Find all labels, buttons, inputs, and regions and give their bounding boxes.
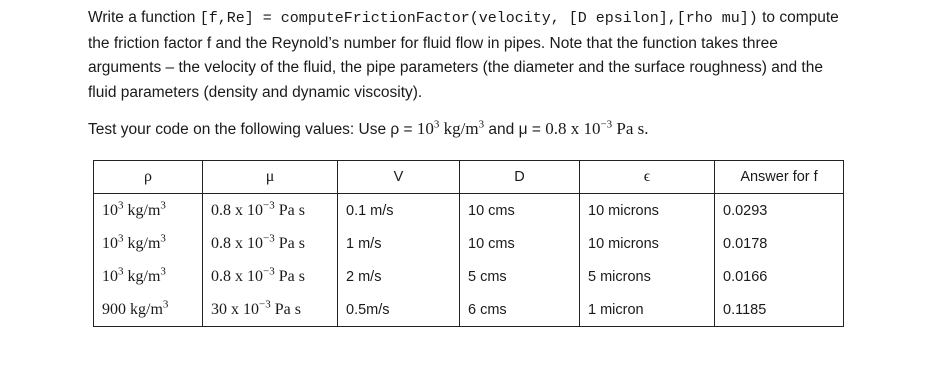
cell-rho: $10^3$ $kg/m^3$ [94,227,203,260]
cell-mu: 30 x $10^{-3}$ Pa s [203,293,338,327]
cell-mu: 0.8 x $10^{-3}$ Pa s [203,194,338,228]
header-epsilon: ϵ [580,161,715,194]
test-prefix: Test your code on the following values: Use ρ = [88,121,413,138]
and-mu: and μ = [488,121,541,138]
table-header-row [94,161,844,194]
intro-rest: to compute the friction factor f and the Reynold’s number for fluid flow in pipes. Note that the function takes three arguments – the velocity of the fluid, the pipe parameters (the diameter and the surface roughness) and the fluid parameters (density and dynamic viscosity). [88,9,839,101]
intro-write: Write a function [88,9,200,26]
function-signature: [f,Re] = computeFrictionFactor(velocity, [D epsilon],[rho mu]) [199,10,758,27]
mu-value: 0.8 x $10^{-3}$ Pa s. [545,118,649,138]
cell-answer: 0.1185 [715,293,844,327]
cell-velocity: 1 m/s [338,227,460,260]
cell-diameter: 6 cms [460,293,580,327]
test-instruction [88,117,888,142]
cell-diameter: 10 cms [460,194,580,228]
cell-velocity: 0.5m/s [338,293,460,327]
cell-mu: 0.8 x $10^{-3}$ Pa s [203,227,338,260]
table-row [94,194,844,228]
header-velocity: V [338,161,460,194]
cell-mu: 0.8 x $10^{-3}$ Pa s [203,260,338,293]
table-row [94,293,844,327]
header-rho: ρ [94,161,203,194]
cell-epsilon: 1 micron [580,293,715,327]
problem-statement [88,6,848,105]
header-answer: Answer for f [715,161,844,194]
table-row [94,260,844,293]
header-mu: μ [203,161,338,194]
cell-velocity: 0.1 m/s [338,194,460,228]
rho-value: $10^3$ $kg/m^3$ [416,118,485,138]
cell-diameter: 5 cms [460,260,580,293]
cell-epsilon: 10 microns [580,194,715,228]
test-values-table [93,160,844,327]
table-row [94,227,844,260]
cell-answer: 0.0178 [715,227,844,260]
cell-epsilon: 5 microns [580,260,715,293]
cell-rho: $10^3$ $kg/m^3$ [94,194,203,228]
cell-answer: 0.0166 [715,260,844,293]
header-diameter: D [460,161,580,194]
cell-rho: 900 $kg/m^3$ [94,293,203,327]
cell-diameter: 10 cms [460,227,580,260]
cell-answer: 0.0293 [715,194,844,228]
cell-rho: $10^3$ $kg/m^3$ [94,260,203,293]
cell-epsilon: 10 microns [580,227,715,260]
cell-velocity: 2 m/s [338,260,460,293]
